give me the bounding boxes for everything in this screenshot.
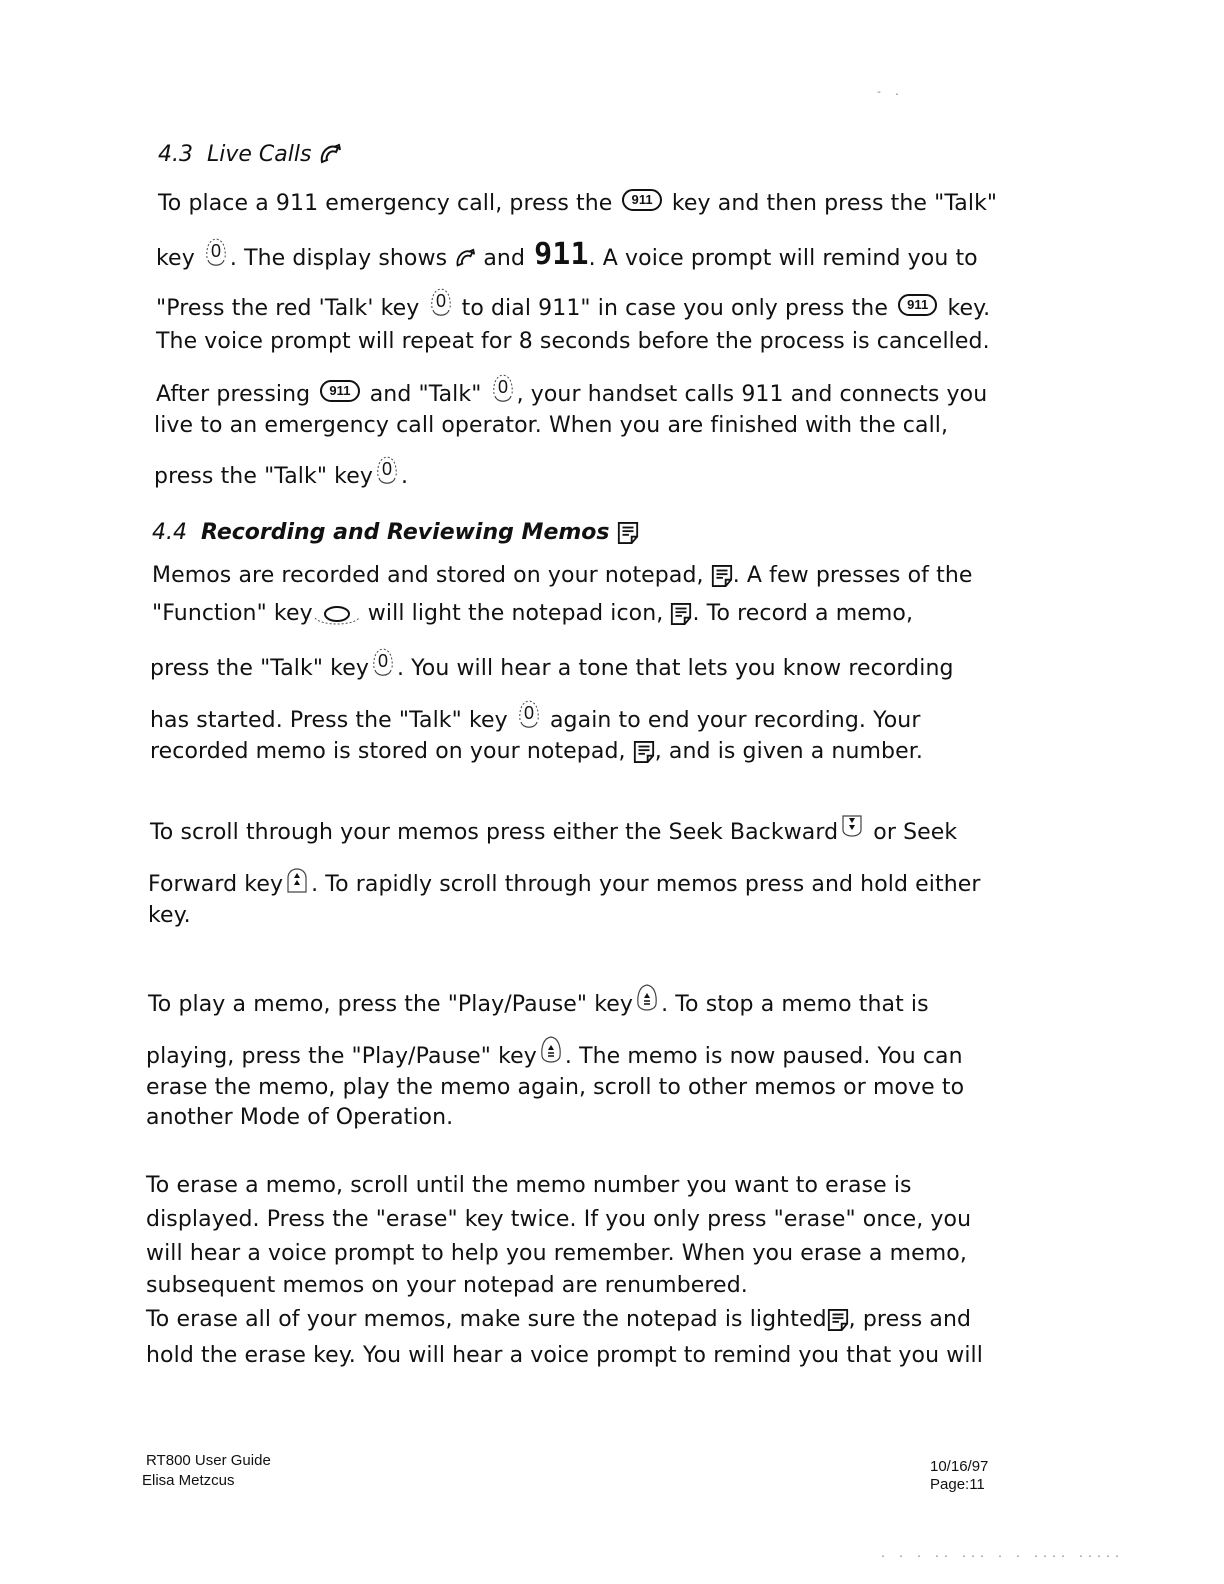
paragraph-line [146,1206,971,1234]
phone-icon [318,143,342,167]
line-text: will light the notepad icon, [360,601,671,626]
paragraph-line [146,1342,983,1370]
line-text: To erase a memo, scroll until the memo number you want to erase is [146,1173,912,1198]
line-text: . To stop a memo that is [661,992,929,1017]
line-text: erase the memo, play the memo again, scroll to other memos or move to [146,1075,965,1100]
lcd-911-display: 911 [534,237,589,272]
paragraph-line [158,190,997,218]
line-text: press the "Talk" key [154,464,373,489]
paragraph-line [146,1104,453,1132]
line-text: key [156,246,202,271]
paragraph-line [148,868,981,902]
paragraph-line [146,1272,748,1300]
line-text: live to an emergency call operator. When you are finished with the call, [154,413,949,438]
line-text: playing, press the "Play/Pause" key [146,1044,537,1069]
911-key-icon: 911 [320,380,359,402]
line-text: or Seek [866,820,958,845]
line-text: . [400,464,409,489]
line-text: will hear a voice prompt to help you remember. When you erase a memo, [146,1241,967,1266]
paragraph-line [150,738,923,766]
line-text: displayed. Press the "erase" key twice. If you only press "erase" once, you [146,1207,972,1232]
scan-mark: - . [876,88,904,99]
line-text: and [476,246,533,271]
line-text: . The memo is now paused. You can [564,1044,963,1069]
line-text: . To rapidly scroll through your memos press and hold either [311,872,981,897]
paragraph-line [146,1306,971,1334]
section-number: 4.3 [158,142,193,167]
line-text: "Function" key [152,601,313,626]
line-text: Memos are recorded and stored on your notepad, [152,563,711,588]
phone-icon [454,248,476,270]
section-title: Recording and Reviewing Memos [201,520,610,545]
line-text: recorded memo is stored on your notepad, [150,739,633,764]
notepad-icon [670,602,692,626]
paragraph-line [156,292,990,326]
talk-key-icon [491,372,515,406]
paragraph-line [156,237,978,276]
paragraph-line [152,562,973,590]
paragraph-line [150,816,957,850]
paragraph-line [146,1074,964,1102]
notepad-icon [633,740,655,764]
talk-key-icon [375,454,399,488]
footer-author: Elisa Metzcus [142,1472,235,1489]
section-heading-4-4 [152,518,639,548]
line-text: Forward key [148,872,284,897]
section-number: 4.4 [152,520,187,545]
play-pause-key-icon [635,982,659,1016]
line-text: again to end your recording. Your [542,708,921,733]
talk-key-icon [204,236,228,270]
paragraph-line [156,378,987,412]
paragraph-line [148,902,191,930]
section-heading-4-3 [158,140,342,170]
line-text: another Mode of Operation. [146,1105,454,1130]
line-text: , press and [848,1307,972,1332]
section-title: Live Calls [207,142,312,167]
line-text: . A voice prompt will remind you to [588,246,978,271]
paragraph-line [152,600,913,628]
footer-page-number: Page:11 [930,1476,985,1493]
line-text: . You will hear a tone that lets you know recording [396,656,954,681]
line-text: hold the erase key. You will hear a voice prompt to remind you that you will [146,1343,983,1368]
paragraph-line [146,1040,963,1074]
paragraph-line [154,412,948,440]
line-text: To place a 911 emergency call, press the [158,191,620,216]
line-text: "Press the red 'Talk' key [156,296,427,321]
line-text: has started. Press the "Talk" key [150,708,515,733]
line-text: key and then press the "Talk" [664,191,998,216]
footer-date: 10/16/97 [930,1458,989,1475]
seek-forward-key-icon [285,862,309,896]
seek-backward-key-icon [840,810,864,844]
911-key-icon: 911 [898,294,937,316]
paragraph-line [156,328,990,356]
line-text: . The display shows [229,246,455,271]
paragraph-line [154,460,408,494]
line-text: To play a memo, press the "Play/Pause" key [148,992,634,1017]
paragraph-line [148,988,929,1022]
notepad-icon [711,564,733,588]
line-text: , your handset calls 911 and connects you [516,382,988,407]
play-pause-key-icon [539,1034,563,1068]
line-text: subsequent memos on your notepad are renumbered. [146,1273,748,1298]
line-text: After pressing [156,382,318,407]
line-text: , and is given a number. [654,739,923,764]
talk-key-icon [371,646,395,680]
notepad-icon [827,1308,849,1332]
paragraph-line [146,1172,912,1200]
line-text: To erase all of your memos, make sure the notepad is lighted [146,1307,827,1332]
notepad-icon [617,521,639,545]
line-text: to dial 911" in case you only press the [454,296,896,321]
line-text: press the "Talk" key [150,656,369,681]
line-text: To scroll through your memos press either the Seek Backward [150,820,839,845]
line-text: key. [148,903,191,928]
line-text: The voice prompt will repeat for 8 seconds before the process is cancelled. [156,329,990,354]
paragraph-line [146,1240,967,1268]
line-text: and "Talk" [362,382,489,407]
footer-doc-title: RT800 User Guide [146,1452,271,1469]
talk-key-icon [429,286,453,320]
line-text: key. [940,296,991,321]
talk-key-icon [517,698,541,732]
paragraph-line [150,704,920,738]
function-key-icon [313,602,361,626]
911-key-icon: 911 [622,189,661,211]
line-text: . To record a memo, [692,601,914,626]
paragraph-line [150,652,954,686]
line-text: . A few presses of the [732,563,973,588]
scan-mark: . . . .. ... . . .... ..... [880,1550,1124,1561]
